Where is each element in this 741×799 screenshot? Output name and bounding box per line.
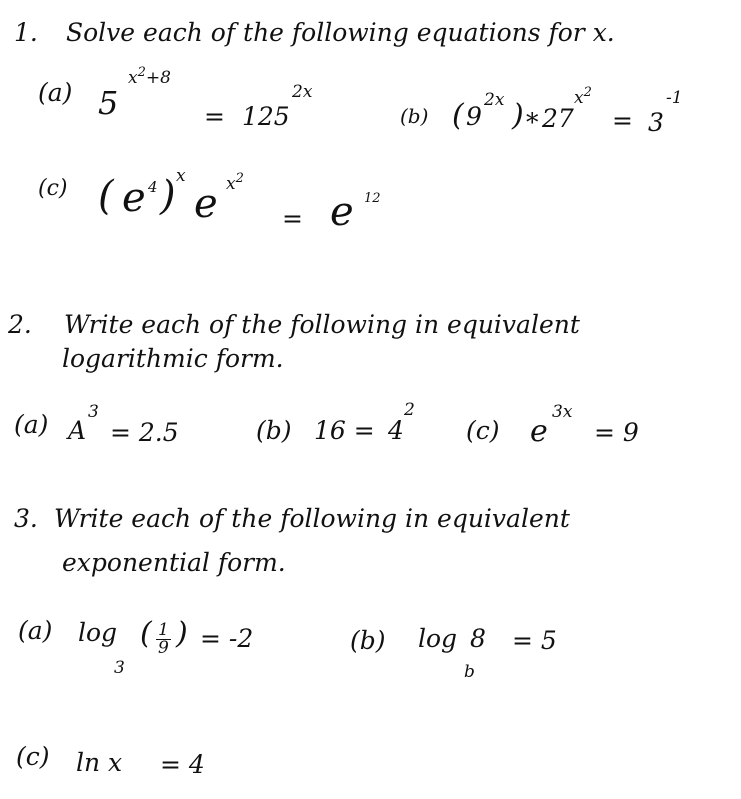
q3-number: 3. [14, 504, 38, 533]
q2a-base: A [68, 416, 87, 445]
q2-number: 2. [8, 310, 32, 339]
q2a-exponent: 3 [88, 402, 99, 422]
q3a-close-paren: ) [176, 616, 188, 651]
q2-instruction-line1: Write each of the following in equivalent [64, 310, 580, 339]
q3a-fraction [156, 622, 171, 657]
q1a-rhs-exponent: 2x [292, 82, 313, 102]
q1c-base2: e [194, 181, 218, 227]
q2b-lhs: 16 = [314, 416, 375, 445]
q1c-equals: = [282, 204, 303, 233]
q1b-base: 27 [542, 104, 574, 133]
q1b-rhs-base: 3 [648, 108, 664, 137]
q3-instruction-line1: Write each of the following in equivalent [54, 504, 570, 533]
q3a-log: log [78, 618, 118, 647]
q1b-times: * [526, 108, 539, 137]
q3a-numerator: 1 [158, 620, 169, 640]
q1b-inner-exponent: 2x [484, 90, 505, 110]
q2-instruction-line2: logarithmic form. [62, 344, 284, 373]
q1-number: 1. [14, 18, 38, 47]
q2c-label: (c) [466, 416, 500, 445]
q1c-rhs-base: e [330, 189, 354, 235]
q3a-rest: = -2 [200, 624, 254, 653]
q1b-equals: = [612, 106, 633, 135]
q1a-rhs-base: 125 [242, 102, 290, 131]
q1b-close-paren: ) [512, 98, 524, 133]
q1c-label: (c) [38, 176, 68, 201]
q1a-base: 5 [98, 84, 119, 122]
q1b-inner-base: 9 [466, 102, 482, 131]
q1c-exponent: $x^2$ [226, 171, 244, 194]
q1c-outer-exponent: x [176, 166, 186, 186]
q1b-label: (b) [400, 104, 429, 128]
q2c-base: e [530, 414, 548, 449]
q3a-subscript: 3 [114, 658, 125, 678]
q3c-expression: ln x [76, 748, 123, 777]
q2c-exponent: 3x [552, 402, 573, 422]
q3c-rest: = 4 [160, 750, 205, 779]
q3b-label: (b) [350, 626, 386, 655]
q1a-exponent: $x^2+8$ [128, 65, 171, 88]
q1c-rhs-exponent: 12 [364, 191, 381, 206]
q2b-exponent: 2 [404, 400, 415, 420]
q3b-argument: 8 [470, 624, 486, 653]
q2c-rest: = 9 [594, 418, 639, 447]
q1b-open-paren: ( [452, 98, 464, 133]
q3a-denominator: 9 [158, 638, 169, 658]
q1b-exponent: $x^2$ [574, 85, 592, 108]
q1a-equals: = [204, 102, 225, 131]
q2b-base: 4 [388, 416, 404, 445]
q1a-label: (a) [38, 78, 73, 107]
q1c-inner-base: e [122, 175, 146, 221]
q3-instruction-line2: exponential form. [62, 548, 286, 577]
q1b-rhs-exponent: -1 [666, 88, 683, 108]
q3b-log: log [418, 624, 458, 653]
q1-instruction: Solve each of the following equations for x. [66, 18, 615, 47]
q3a-label: (a) [18, 616, 53, 645]
q3b-rest: = 5 [512, 626, 557, 655]
q3a-open-paren: ( [140, 616, 152, 651]
q1c-close-paren: ) [160, 173, 176, 219]
q1c-inner-exponent: 4 [148, 178, 158, 196]
q1c-open-paren: ( [98, 173, 114, 219]
q3b-subscript: b [464, 662, 475, 682]
q2a-label: (a) [14, 410, 49, 439]
q2a-rest: = 2.5 [110, 418, 179, 447]
q3c-label: (c) [16, 742, 50, 771]
q2b-label: (b) [256, 416, 292, 445]
